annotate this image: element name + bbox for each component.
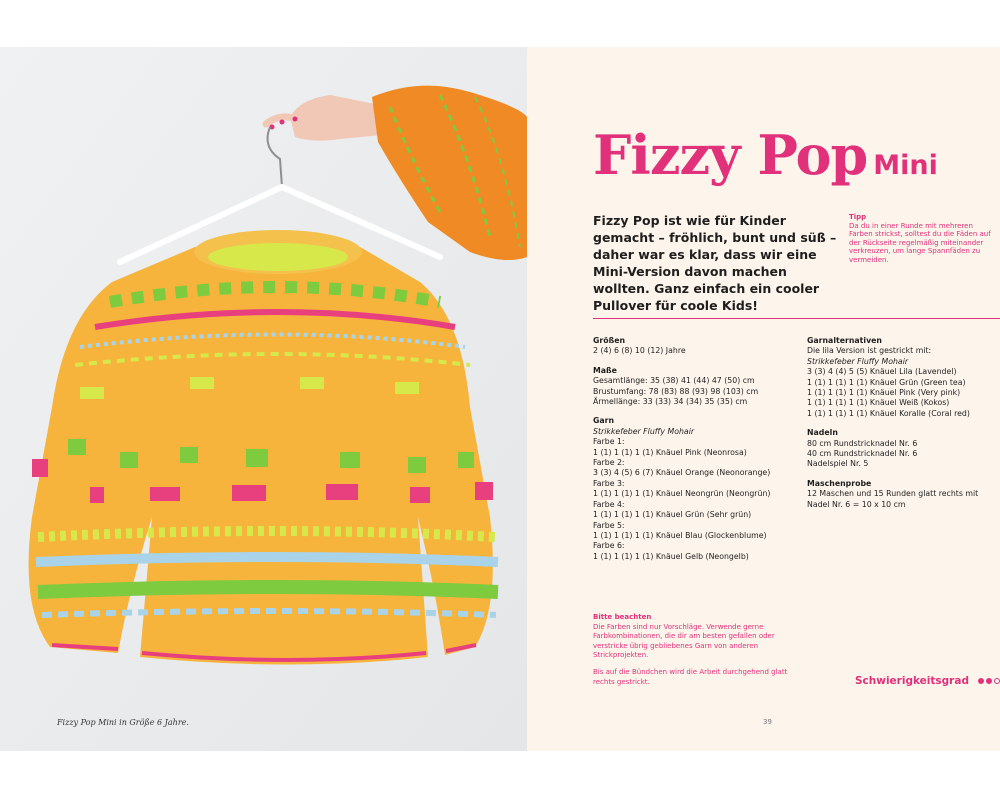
- measures-section: [593, 366, 793, 408]
- section-heading: Garn: [593, 416, 615, 426]
- gauge-line: Nadel Nr. 6 = 10 x 10 cm: [807, 499, 906, 509]
- section-heading: Garnalternativen: [807, 336, 882, 345]
- tip-label: Tipp: [849, 213, 867, 221]
- alternative-line: 1 (1) 1 (1) 1 (1) Knäuel Koralle (Coral red): [807, 408, 970, 418]
- section-heading: Maße: [593, 365, 617, 375]
- yarn-line: 1 (1) 1 (1) 1 (1) Knäuel Blau (Glockenblume): [593, 530, 767, 540]
- details-right-column: [807, 336, 997, 519]
- yarn-name: Strikkefeber Fluffy Mohair: [807, 356, 909, 366]
- yarn-section: [593, 416, 793, 562]
- difficulty-dot-empty: [994, 678, 1000, 684]
- gauge-section: [807, 479, 997, 510]
- intro-text: Fizzy Pop ist wie für Kinder gemacht – fröhlich, bunt und süß – daher war es klar, dass wir eine Mini-Version davon machen wollten. Ganz einfach ein cooler Pullover für coole Kids!: [593, 213, 837, 313]
- section-heading: Größen: [593, 336, 626, 345]
- alternative-line: 1 (1) 1 (1) 1 (1) Knäuel Pink (Very pink): [807, 388, 961, 398]
- photo-caption: Fizzy Pop Mini in Größe 6 Jahre.: [57, 718, 189, 727]
- sizes-section: [593, 336, 793, 357]
- section-heading: Nadeln: [807, 428, 838, 438]
- yarn-line: 1 (1) 1 (1) 1 (1) Knäuel Pink (Neonrosa): [593, 447, 747, 457]
- difficulty-dots: [978, 675, 1000, 687]
- note-box: [593, 613, 793, 694]
- alternatives-section: [807, 336, 997, 419]
- note-paragraph: Bis auf die Bündchen wird die Arbeit durchgehend glatt rechts gestrickt.: [593, 667, 788, 686]
- alternatives-intro: Die lila Version ist gestrickt mit:: [807, 346, 932, 356]
- measure-line: Ärmellänge: 33 (33) 34 (34) 35 (35) cm: [593, 397, 748, 407]
- difficulty-rating: [855, 675, 1000, 687]
- yarn-line: Farbe 1:: [593, 437, 625, 447]
- book-spread: [0, 47, 1000, 751]
- yarn-line: Farbe 5:: [593, 520, 625, 530]
- yarn-name: Strikkefeber Fluffy Mohair: [593, 426, 695, 436]
- divider-rule: [593, 318, 1000, 319]
- difficulty-dot-filled: [978, 678, 984, 684]
- photo-page: [0, 47, 527, 751]
- title-main: Fizzy Pop: [593, 123, 868, 187]
- yarn-line: 1 (1) 1 (1) 1 (1) Knäuel Gelb (Neongelb): [593, 551, 749, 561]
- yarn-line: 3 (3) 4 (5) 6 (7) Knäuel Orange (Neonorange): [593, 468, 771, 478]
- tip-box: [849, 213, 994, 265]
- note-paragraph: Die Farben sind nur Vorschläge. Verwende gerne Farbkombinationen, die dir am besten gefallen oder verstricke übrig gebliebenes Garn von anderen Strickprojekten.: [593, 622, 775, 660]
- alternative-line: 1 (1) 1 (1) 1 (1) Knäuel Weiß (Kokos): [807, 398, 950, 408]
- difficulty-label: Schwierigkeitsgrad: [855, 675, 969, 687]
- yarn-line: Farbe 6:: [593, 541, 625, 551]
- yarn-line: Farbe 3:: [593, 478, 625, 488]
- text-page: [527, 47, 1000, 751]
- note-heading: Bitte beachten: [593, 613, 652, 621]
- gauge-line: 12 Maschen und 15 Runden glatt rechts mit: [807, 489, 979, 499]
- pattern-title: [593, 123, 938, 187]
- needle-line: Nadelspiel Nr. 5: [807, 459, 869, 469]
- title-suffix: Mini: [873, 150, 938, 181]
- sizes-line: 2 (4) 6 (8) 10 (12) Jahre: [593, 346, 686, 356]
- measure-line: Brustumfang: 78 (83) 88 (93) 98 (103) cm: [593, 386, 759, 396]
- sweater-photo: [0, 47, 527, 751]
- yarn-line: 1 (1) 1 (1) 1 (1) Knäuel Neongrün (Neongrün): [593, 489, 771, 499]
- difficulty-dot-filled: [986, 678, 992, 684]
- details-left-column: [593, 336, 793, 571]
- tip-text: Da du in einer Runde mit mehreren Farben strickst, solltest du die Fäden auf der Rückseite regelmäßig miteinander verkreuzen, um lange Spannfäden zu vermeiden.: [849, 221, 991, 264]
- yarn-line: Farbe 2:: [593, 458, 625, 468]
- yarn-line: Farbe 4:: [593, 499, 625, 509]
- needle-line: 80 cm Rundstricknadel Nr. 6: [807, 438, 918, 448]
- alternative-line: 3 (3) 4 (4) 5 (5) Knäuel Lila (Lavendel): [807, 367, 957, 377]
- alternative-line: 1 (1) 1 (1) 1 (1) Knäuel Grün (Green tea): [807, 377, 966, 387]
- page-number: 39: [763, 718, 772, 726]
- yarn-line: 1 (1) 1 (1) 1 (1) Knäuel Grün (Sehr grün): [593, 510, 752, 520]
- section-heading: Maschenprobe: [807, 478, 872, 488]
- needles-section: [807, 428, 997, 470]
- needle-line: 40 cm Rundstricknadel Nr. 6: [807, 449, 918, 459]
- measure-line: Gesamtlänge: 35 (38) 41 (44) 47 (50) cm: [593, 376, 755, 386]
